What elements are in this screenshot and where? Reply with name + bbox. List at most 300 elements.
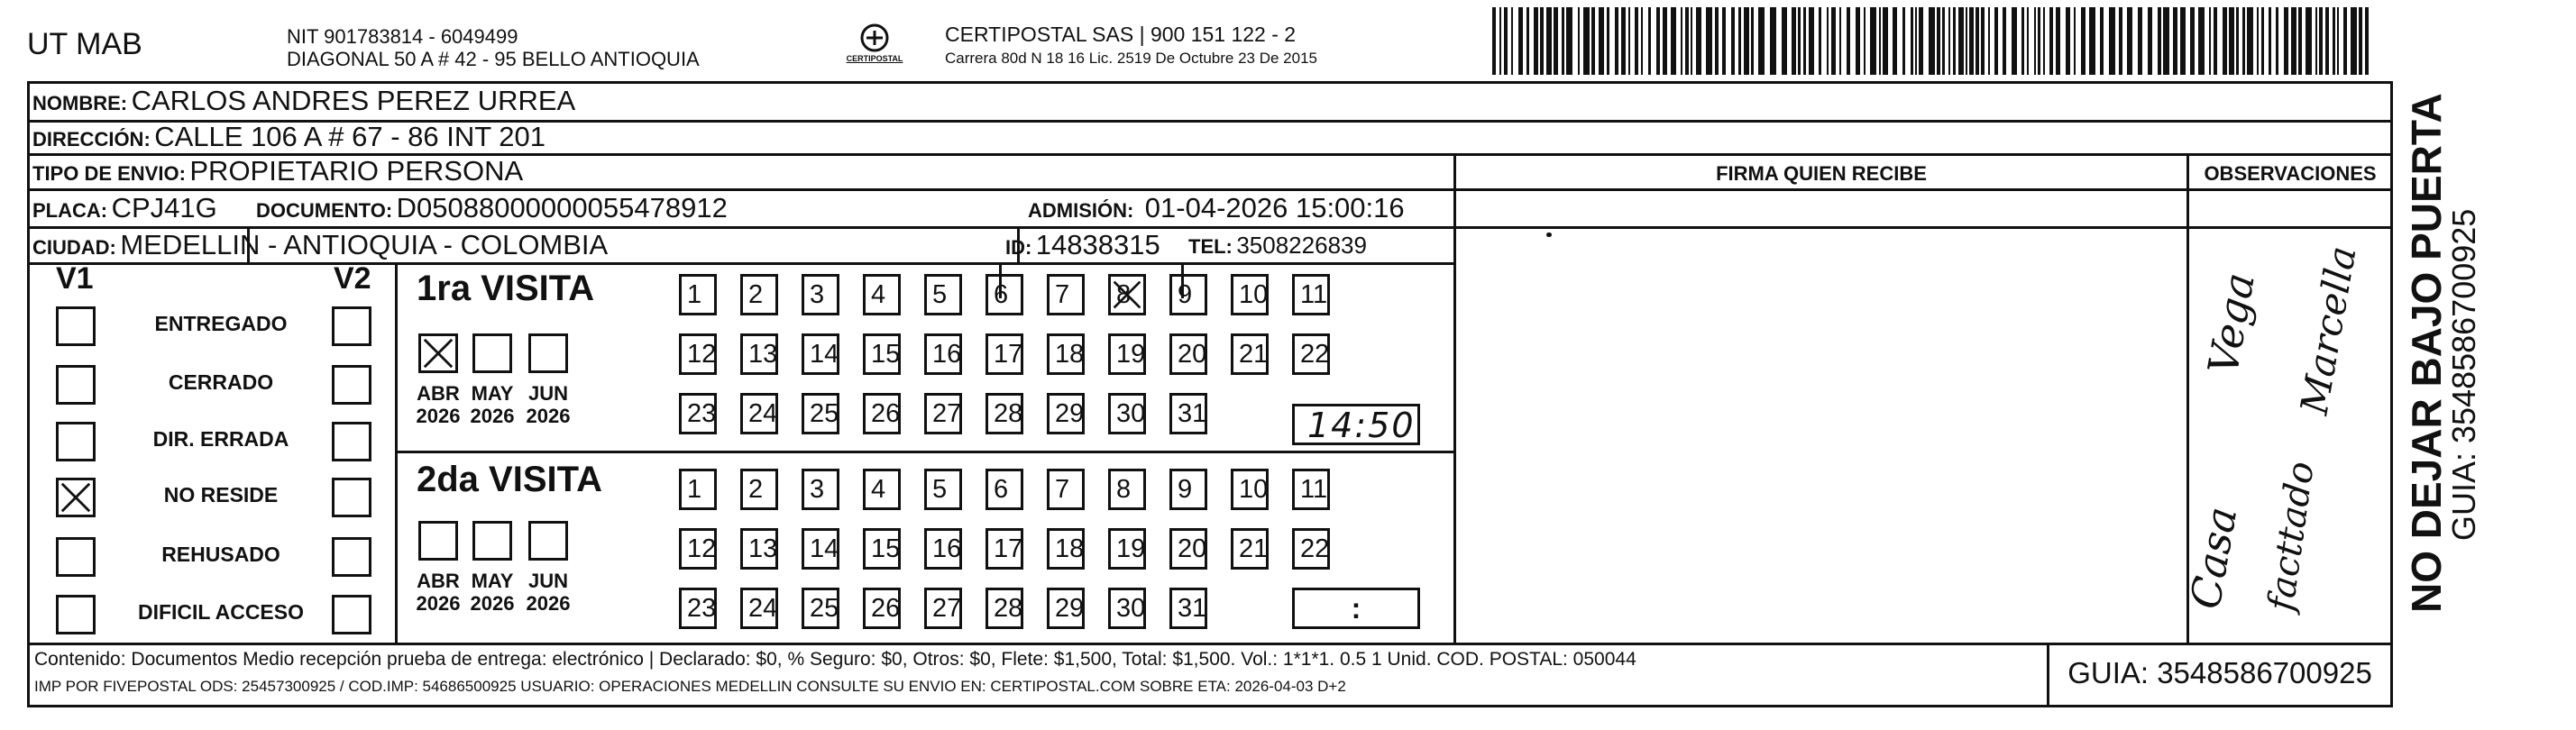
v1-checkbox[interactable] bbox=[56, 595, 96, 634]
placa-value: CPJ41G bbox=[111, 192, 217, 224]
visit1-month-checkbox[interactable] bbox=[472, 333, 512, 373]
visit1-month-year: 2026 bbox=[416, 405, 461, 427]
barcode-bar bbox=[1526, 7, 1529, 75]
visit1-day-number: 24 bbox=[748, 399, 778, 428]
barcode-bar bbox=[1562, 7, 1564, 75]
barcode-bar bbox=[2257, 7, 2259, 75]
barcode-bar bbox=[1554, 7, 1558, 75]
x-mark-icon bbox=[59, 480, 93, 515]
v2-checkbox[interactable] bbox=[332, 306, 371, 346]
certipostal-logo-icon bbox=[834, 20, 915, 72]
visit1-day-box[interactable] bbox=[679, 393, 717, 434]
barcode-bar bbox=[1744, 7, 1749, 75]
visit2-day-box[interactable] bbox=[1169, 588, 1207, 629]
visit1-month-year: 2026 bbox=[470, 405, 515, 427]
visit1-day-box[interactable] bbox=[679, 333, 717, 375]
tel-field bbox=[1188, 232, 1367, 260]
v2-checkbox[interactable] bbox=[332, 478, 371, 517]
visit2-month-label bbox=[411, 570, 465, 615]
status-label: CERRADO bbox=[168, 370, 274, 394]
barcode-bar bbox=[1499, 7, 1501, 75]
visit2-day-number: 21 bbox=[1239, 534, 1269, 563]
status-label: ENTREGADO bbox=[154, 312, 288, 335]
visit2-month-checkbox[interactable] bbox=[528, 521, 568, 561]
visit2-day-number: 20 bbox=[1178, 534, 1207, 563]
barcode-bar bbox=[1722, 7, 1726, 75]
status-label: DIR. ERRADA bbox=[152, 427, 289, 451]
visit2-day-box[interactable] bbox=[1108, 469, 1146, 510]
visit2-day-box[interactable] bbox=[740, 588, 778, 629]
barcode-bar bbox=[2163, 7, 2169, 75]
barcode-bar bbox=[1648, 7, 1651, 75]
barcode-bar bbox=[2276, 7, 2278, 75]
documento-field bbox=[256, 192, 728, 224]
visit2-title: 2da VISITA bbox=[417, 460, 602, 499]
direccion-value: CALLE 106 A # 67 - 86 INT 201 bbox=[154, 121, 545, 152]
tipo-value: PROPIETARIO PERSONA bbox=[189, 155, 524, 187]
barcode-bar bbox=[2074, 7, 2076, 75]
obs-word-4: Marcella bbox=[2291, 242, 2365, 418]
barcode-bar bbox=[2269, 7, 2271, 75]
visit2-day-box[interactable] bbox=[1108, 528, 1146, 570]
col-divider bbox=[395, 262, 398, 644]
barcode-bar bbox=[1656, 7, 1660, 75]
visit1-day-box[interactable] bbox=[679, 274, 717, 315]
barcode-bar bbox=[2100, 7, 2104, 75]
barcode-bar bbox=[1879, 7, 1881, 75]
barcode-bar bbox=[2261, 7, 2264, 75]
visit1-month-checkbox[interactable] bbox=[528, 333, 568, 373]
barcode-bar bbox=[1911, 7, 1913, 75]
barcode-bar bbox=[1953, 7, 1956, 75]
barcode-bar bbox=[2315, 7, 2317, 75]
visit1-month-name: JUN bbox=[527, 382, 568, 405]
v2-checkbox[interactable] bbox=[332, 422, 371, 461]
visit2-day-number: 1 bbox=[687, 475, 702, 504]
visit1-day-number: 23 bbox=[687, 399, 717, 428]
ciudad-field bbox=[32, 229, 608, 261]
visit1-day-number: 4 bbox=[871, 280, 886, 309]
visit2-day-box[interactable] bbox=[679, 528, 717, 570]
barcode-bar bbox=[1958, 7, 1964, 75]
id-value: 14838315 bbox=[1035, 229, 1160, 260]
v1-checkbox[interactable] bbox=[56, 365, 96, 405]
visit2-day-number: 30 bbox=[1116, 594, 1146, 623]
col-divider bbox=[1453, 153, 1456, 644]
visit2-day-number: 19 bbox=[1116, 534, 1146, 563]
barcode-bar bbox=[1706, 7, 1712, 75]
barcode-bar bbox=[2049, 7, 2053, 75]
barcode-bar bbox=[2089, 7, 2095, 75]
visit2-day-number: 18 bbox=[1055, 534, 1085, 563]
visit2-day-box[interactable] bbox=[985, 469, 1023, 510]
barcode-bar bbox=[2021, 7, 2024, 75]
visit2-day-number: 26 bbox=[871, 594, 901, 623]
visit1-day-box[interactable] bbox=[985, 274, 1023, 315]
visit2-day-box[interactable] bbox=[740, 469, 778, 510]
barcode-bar bbox=[1870, 7, 1876, 75]
barcode-bar bbox=[1599, 7, 1604, 75]
visit2-day-number: 17 bbox=[994, 534, 1023, 563]
barcode-bar bbox=[2214, 7, 2217, 75]
visit1-day-number: 30 bbox=[1116, 399, 1146, 428]
visit2-day-box[interactable] bbox=[802, 588, 839, 629]
direccion-row bbox=[32, 121, 545, 153]
barcode-bar bbox=[2056, 7, 2060, 75]
company-address: DIAGONAL 50 A # 42 - 95 BELLO ANTIOQUIA bbox=[287, 48, 700, 70]
visit1-day-number: 16 bbox=[932, 340, 962, 369]
visit1-day-box[interactable] bbox=[863, 333, 901, 375]
v1-label: V1 bbox=[56, 261, 94, 296]
visit2-day-box[interactable] bbox=[924, 469, 962, 510]
visit2-day-box[interactable] bbox=[1169, 528, 1207, 570]
barcode-bar bbox=[1715, 7, 1719, 75]
barcode-bar bbox=[2333, 7, 2335, 75]
logo-text: CERTIPOSTAL bbox=[846, 54, 903, 63]
visit1-day-number: 18 bbox=[1055, 340, 1085, 369]
visit2-day-number: 2 bbox=[748, 475, 764, 504]
visit2-day-number: 15 bbox=[871, 534, 901, 563]
observaciones-handwriting bbox=[2180, 191, 2391, 642]
visit2-day-box[interactable] bbox=[1292, 469, 1330, 510]
visit2-day-number: 11 bbox=[1300, 475, 1328, 504]
visit2-day-box[interactable] bbox=[863, 469, 901, 510]
visit1-day-number: 20 bbox=[1178, 340, 1207, 369]
barcode-bar bbox=[1770, 7, 1776, 75]
barcode-bar bbox=[1864, 7, 1866, 75]
visit2-month-name: ABR bbox=[417, 570, 460, 592]
v2-checkbox[interactable] bbox=[332, 595, 371, 634]
visit1-day-box[interactable] bbox=[924, 333, 962, 375]
row-divider bbox=[27, 262, 1456, 265]
obs-word-2: Vega bbox=[2198, 269, 2264, 379]
barcode-bar bbox=[1691, 7, 1692, 75]
footer-guia: GUIA: 3548586700925 bbox=[2067, 656, 2372, 689]
visit1-day-box[interactable] bbox=[802, 274, 839, 315]
visit1-day-number: 2 bbox=[748, 280, 764, 309]
barcode-bar bbox=[1615, 7, 1618, 75]
visit2-time-box[interactable] bbox=[1292, 588, 1420, 629]
company-name: UT MAB bbox=[27, 27, 142, 61]
visit1-day-number: 7 bbox=[1055, 280, 1070, 309]
visit1-time: 14:50 bbox=[1307, 406, 1416, 445]
x-mark-icon bbox=[1111, 277, 1143, 313]
certipostal-name: CERTIPOSTAL SAS | 900 151 122 - 2 bbox=[945, 23, 1297, 46]
barcode-bar bbox=[2242, 7, 2245, 75]
visit2-day-number: 29 bbox=[1055, 594, 1085, 623]
barcode-bar bbox=[2027, 7, 2029, 75]
barcode-bar bbox=[2066, 7, 2070, 75]
visit2-day-number: 10 bbox=[1239, 475, 1269, 504]
visit1-day-box[interactable] bbox=[1169, 274, 1207, 315]
barcode-bar bbox=[1803, 7, 1806, 75]
footer-content: Contenido: Documentos Medio recepción prueba de entrega: electrónico | Declarado: $0, % Seguro: $0, Otros: $0, Flete: $1,500, Total: $1,500. Vol.: 1*1*1. 0.5 1 Unid. COD. POSTAL: 050044 bbox=[34, 649, 1636, 670]
visit2-day-box[interactable] bbox=[1169, 469, 1207, 510]
barcode-bar bbox=[1893, 7, 1897, 75]
x-mark-icon bbox=[421, 336, 455, 370]
tipo-row bbox=[32, 155, 523, 187]
visit1-day-box[interactable] bbox=[1231, 333, 1269, 375]
visit1-day-box[interactable] bbox=[1169, 393, 1207, 434]
visit1-day-box[interactable] bbox=[863, 393, 901, 434]
barcode-bar bbox=[1792, 7, 1796, 75]
visit2-day-number: 31 bbox=[1178, 594, 1207, 623]
barcode-bar bbox=[1731, 7, 1735, 75]
barcode-bar bbox=[1758, 7, 1765, 75]
visit1-day-number: 8 bbox=[1116, 280, 1132, 309]
visit2-day-box[interactable] bbox=[740, 528, 778, 570]
footer-imp: IMP POR FIVEPOSTAL ODS: 25457300925 / COD.IMP: 54686500925 USUARIO: OPERACIONES MEDELLIN CONSULTE SU ENVIO EN: CERTIPOSTAL.COM SOBRE ETA: 2026-04-03 D+2 bbox=[34, 678, 1346, 695]
nombre-label: NOMBRE: bbox=[32, 92, 128, 114]
barcode-bar bbox=[2173, 7, 2177, 75]
visit2-day-box[interactable] bbox=[924, 588, 962, 629]
barcode-bar bbox=[1696, 7, 1701, 75]
v1-checkbox[interactable] bbox=[56, 478, 96, 517]
visit1-day-number: 9 bbox=[1178, 280, 1193, 309]
row-divider bbox=[397, 451, 1456, 453]
barcode-bar bbox=[1751, 7, 1754, 75]
v2-checkbox[interactable] bbox=[332, 537, 371, 577]
visit2-day-box[interactable] bbox=[679, 469, 717, 510]
v1-checkbox[interactable] bbox=[56, 306, 96, 346]
visit1-day-box[interactable] bbox=[1169, 333, 1207, 375]
side-guia: GUIA: 3548586700925 bbox=[2445, 208, 2482, 541]
barcode-bar bbox=[2081, 7, 2086, 75]
visit2-day-number: 28 bbox=[994, 594, 1023, 623]
barcode bbox=[1492, 7, 2376, 75]
visit1-time-box[interactable] bbox=[1292, 404, 1420, 445]
visit2-month-year: 2026 bbox=[526, 592, 571, 615]
visit1-day-number: 12 bbox=[687, 340, 717, 369]
barcode-bar bbox=[2038, 7, 2040, 75]
visit1-day-number: 14 bbox=[810, 340, 839, 369]
visit2-day-box[interactable] bbox=[1231, 528, 1269, 570]
barcode-bar bbox=[2365, 7, 2369, 75]
visit1-day-box[interactable] bbox=[802, 333, 839, 375]
visit1-day-box[interactable] bbox=[1047, 393, 1085, 434]
visit1-month-label bbox=[411, 382, 465, 427]
visit2-day-box[interactable] bbox=[985, 528, 1023, 570]
barcode-bar bbox=[2284, 7, 2288, 75]
visit2-month-label bbox=[521, 570, 575, 615]
signature-mark bbox=[1546, 233, 1552, 237]
barcode-bar bbox=[2034, 7, 2036, 75]
visit1-day-box[interactable] bbox=[1047, 274, 1085, 315]
visit2-day-number: 14 bbox=[810, 534, 839, 563]
barcode-bar bbox=[2003, 7, 2006, 75]
barcode-bar bbox=[1782, 7, 1787, 75]
status-label: DIFICIL ACCESO bbox=[137, 600, 304, 624]
visit2-month-year: 2026 bbox=[470, 592, 515, 615]
visit2-day-box[interactable] bbox=[1108, 588, 1146, 629]
barcode-bar bbox=[1981, 7, 1985, 75]
admision-label: ADMISIÓN: bbox=[1028, 199, 1134, 222]
visit1-day-number: 3 bbox=[810, 280, 825, 309]
barcode-bar bbox=[2148, 7, 2152, 75]
barcode-bar bbox=[1534, 7, 1538, 75]
visit1-day-number: 25 bbox=[810, 399, 839, 428]
barcode-bar bbox=[1976, 7, 1979, 75]
visit1-day-box[interactable] bbox=[1292, 274, 1330, 315]
barcode-bar bbox=[2306, 7, 2312, 75]
barcode-bar bbox=[1583, 7, 1590, 75]
barcode-bar bbox=[1839, 7, 1841, 75]
barcode-bar bbox=[1942, 7, 1945, 75]
barcode-bar bbox=[1929, 7, 1935, 75]
v2-checkbox[interactable] bbox=[332, 365, 371, 405]
visit1-day-box[interactable] bbox=[740, 393, 778, 434]
visit1-day-number: 29 bbox=[1055, 399, 1085, 428]
visit1-day-number: 15 bbox=[871, 340, 901, 369]
barcode-bar bbox=[1809, 7, 1814, 75]
v1-checkbox[interactable] bbox=[56, 537, 96, 577]
visit2-month-checkbox[interactable] bbox=[418, 521, 458, 561]
barcode-bar bbox=[2291, 7, 2296, 75]
visit1-day-number: 27 bbox=[932, 399, 962, 428]
visit1-day-number: 11 bbox=[1300, 280, 1328, 309]
visit1-day-box[interactable] bbox=[924, 274, 962, 315]
barcode-bar bbox=[2337, 7, 2339, 75]
id-field bbox=[1005, 229, 1160, 261]
barcode-bar bbox=[2209, 7, 2211, 75]
status-label: REHUSADO bbox=[161, 543, 280, 566]
visit1-day-box[interactable] bbox=[1108, 274, 1146, 315]
visit1-day-number: 1 bbox=[687, 280, 702, 309]
visit1-day-number: 31 bbox=[1178, 399, 1207, 428]
visit1-month-checkbox[interactable] bbox=[418, 333, 458, 373]
barcode-bar bbox=[1681, 7, 1682, 75]
visit2-day-box[interactable] bbox=[679, 588, 717, 629]
barcode-bar bbox=[1847, 7, 1850, 75]
visit1-day-box[interactable] bbox=[985, 393, 1023, 434]
barcode-bar bbox=[1948, 7, 1950, 75]
visit1-day-number: 19 bbox=[1116, 340, 1146, 369]
barcode-bar bbox=[1591, 7, 1595, 75]
visit2-day-number: 8 bbox=[1116, 475, 1132, 504]
visit1-day-box[interactable] bbox=[1231, 274, 1269, 315]
row-divider bbox=[27, 643, 2393, 645]
visit1-day-box[interactable] bbox=[985, 333, 1023, 375]
visit2-day-box[interactable] bbox=[863, 528, 901, 570]
visit2-month-label bbox=[465, 570, 519, 615]
tel-label: TEL: bbox=[1188, 235, 1233, 258]
visit1-day-box[interactable] bbox=[740, 333, 778, 375]
barcode-bar bbox=[1518, 7, 1523, 75]
placa-field bbox=[32, 192, 217, 224]
direccion-label: DIRECCIÓN: bbox=[32, 128, 151, 151]
v1-checkbox[interactable] bbox=[56, 422, 96, 461]
barcode-bar bbox=[1635, 7, 1638, 75]
side-warning: NO DEJAR BAJO PUERTA bbox=[2403, 93, 2450, 613]
visit1-day-box[interactable] bbox=[740, 274, 778, 315]
visit1-day-box[interactable] bbox=[802, 393, 839, 434]
admision-field bbox=[1028, 192, 1405, 224]
visit1-day-number: 26 bbox=[871, 399, 901, 428]
barcode-bar bbox=[1915, 7, 1917, 75]
visit2-month-year: 2026 bbox=[416, 592, 461, 615]
visit2-day-box[interactable] bbox=[1231, 469, 1269, 510]
visit1-day-number: 22 bbox=[1300, 340, 1330, 369]
visit2-day-box[interactable] bbox=[802, 528, 839, 570]
visit1-day-number: 21 bbox=[1239, 340, 1269, 369]
visit2-day-number: 5 bbox=[932, 475, 948, 504]
v2-label: V2 bbox=[334, 261, 371, 296]
documento-value: D05088000000055478912 bbox=[396, 192, 728, 224]
barcode-bar bbox=[2343, 7, 2347, 75]
barcode-bar bbox=[1988, 7, 1990, 75]
barcode-bar bbox=[2119, 7, 2122, 75]
observaciones-header: OBSERVACIONES bbox=[2204, 162, 2377, 185]
barcode-bar bbox=[1628, 7, 1630, 75]
nombre-value: CARLOS ANDRES PEREZ URREA bbox=[131, 85, 576, 116]
barcode-bar bbox=[2236, 7, 2239, 75]
barcode-bar bbox=[2198, 7, 2205, 75]
barcode-bar bbox=[1937, 7, 1940, 75]
visit1-day-box[interactable] bbox=[1047, 333, 1085, 375]
barcode-bar bbox=[1919, 7, 1923, 75]
visit1-day-number: 17 bbox=[994, 340, 1023, 369]
barcode-bar bbox=[1607, 7, 1609, 75]
tel-value: 3508226839 bbox=[1236, 232, 1367, 259]
barcode-bar bbox=[1685, 7, 1689, 75]
visit2-day-number: 3 bbox=[810, 475, 825, 504]
visit1-day-box[interactable] bbox=[1108, 333, 1146, 375]
barcode-bar bbox=[2109, 7, 2115, 75]
visit2-day-box[interactable] bbox=[802, 469, 839, 510]
barcode-bar bbox=[1902, 7, 1905, 75]
barcode-bar bbox=[2319, 7, 2323, 75]
visit2-day-box[interactable] bbox=[924, 528, 962, 570]
visit1-day-box[interactable] bbox=[924, 393, 962, 434]
barcode-bar bbox=[2223, 7, 2227, 75]
barcode-bar bbox=[1641, 7, 1643, 75]
visit1-day-box[interactable] bbox=[1292, 333, 1330, 375]
visit2-day-number: 6 bbox=[994, 475, 1009, 504]
visit2-day-box[interactable] bbox=[1047, 588, 1085, 629]
barcode-bar bbox=[1856, 7, 1860, 75]
visit1-day-box[interactable] bbox=[863, 274, 901, 315]
barcode-bar bbox=[1994, 7, 1998, 75]
visit2-day-box[interactable] bbox=[1292, 528, 1330, 570]
visit1-day-number: 28 bbox=[994, 399, 1023, 428]
visit1-month-name: MAY bbox=[471, 382, 514, 405]
visit1-day-box[interactable] bbox=[1108, 393, 1146, 434]
visit2-day-box[interactable] bbox=[1047, 469, 1085, 510]
barcode-bar bbox=[1566, 7, 1572, 75]
id-label: ID: bbox=[1005, 236, 1032, 259]
barcode-bar bbox=[2138, 7, 2142, 75]
barcode-bar bbox=[1969, 7, 1974, 75]
visit2-day-box[interactable] bbox=[985, 588, 1023, 629]
barcode-bar bbox=[1738, 7, 1741, 75]
visit2-day-box[interactable] bbox=[863, 588, 901, 629]
visit2-day-box[interactable] bbox=[1047, 528, 1085, 570]
admision-value: 01-04-2026 15:00:16 bbox=[1144, 192, 1405, 224]
barcode-bar bbox=[1663, 7, 1667, 75]
barcode-bar bbox=[1504, 7, 1508, 75]
documento-label: DOCUMENTO: bbox=[256, 199, 393, 222]
visit2-day-number: 4 bbox=[871, 475, 886, 504]
ciudad-label: CIUDAD: bbox=[32, 236, 116, 259]
barcode-bar bbox=[1883, 7, 1888, 75]
visit1-day-number: 13 bbox=[748, 340, 778, 369]
barcode-bar bbox=[2351, 7, 2357, 75]
barcode-bar bbox=[1492, 7, 1496, 75]
barcode-bar bbox=[1546, 7, 1552, 75]
placa-label: PLACA: bbox=[32, 199, 108, 222]
ciudad-value: MEDELLIN - ANTIOQUIA - COLOMBIA bbox=[120, 229, 609, 260]
visit2-month-checkbox[interactable] bbox=[472, 521, 512, 561]
